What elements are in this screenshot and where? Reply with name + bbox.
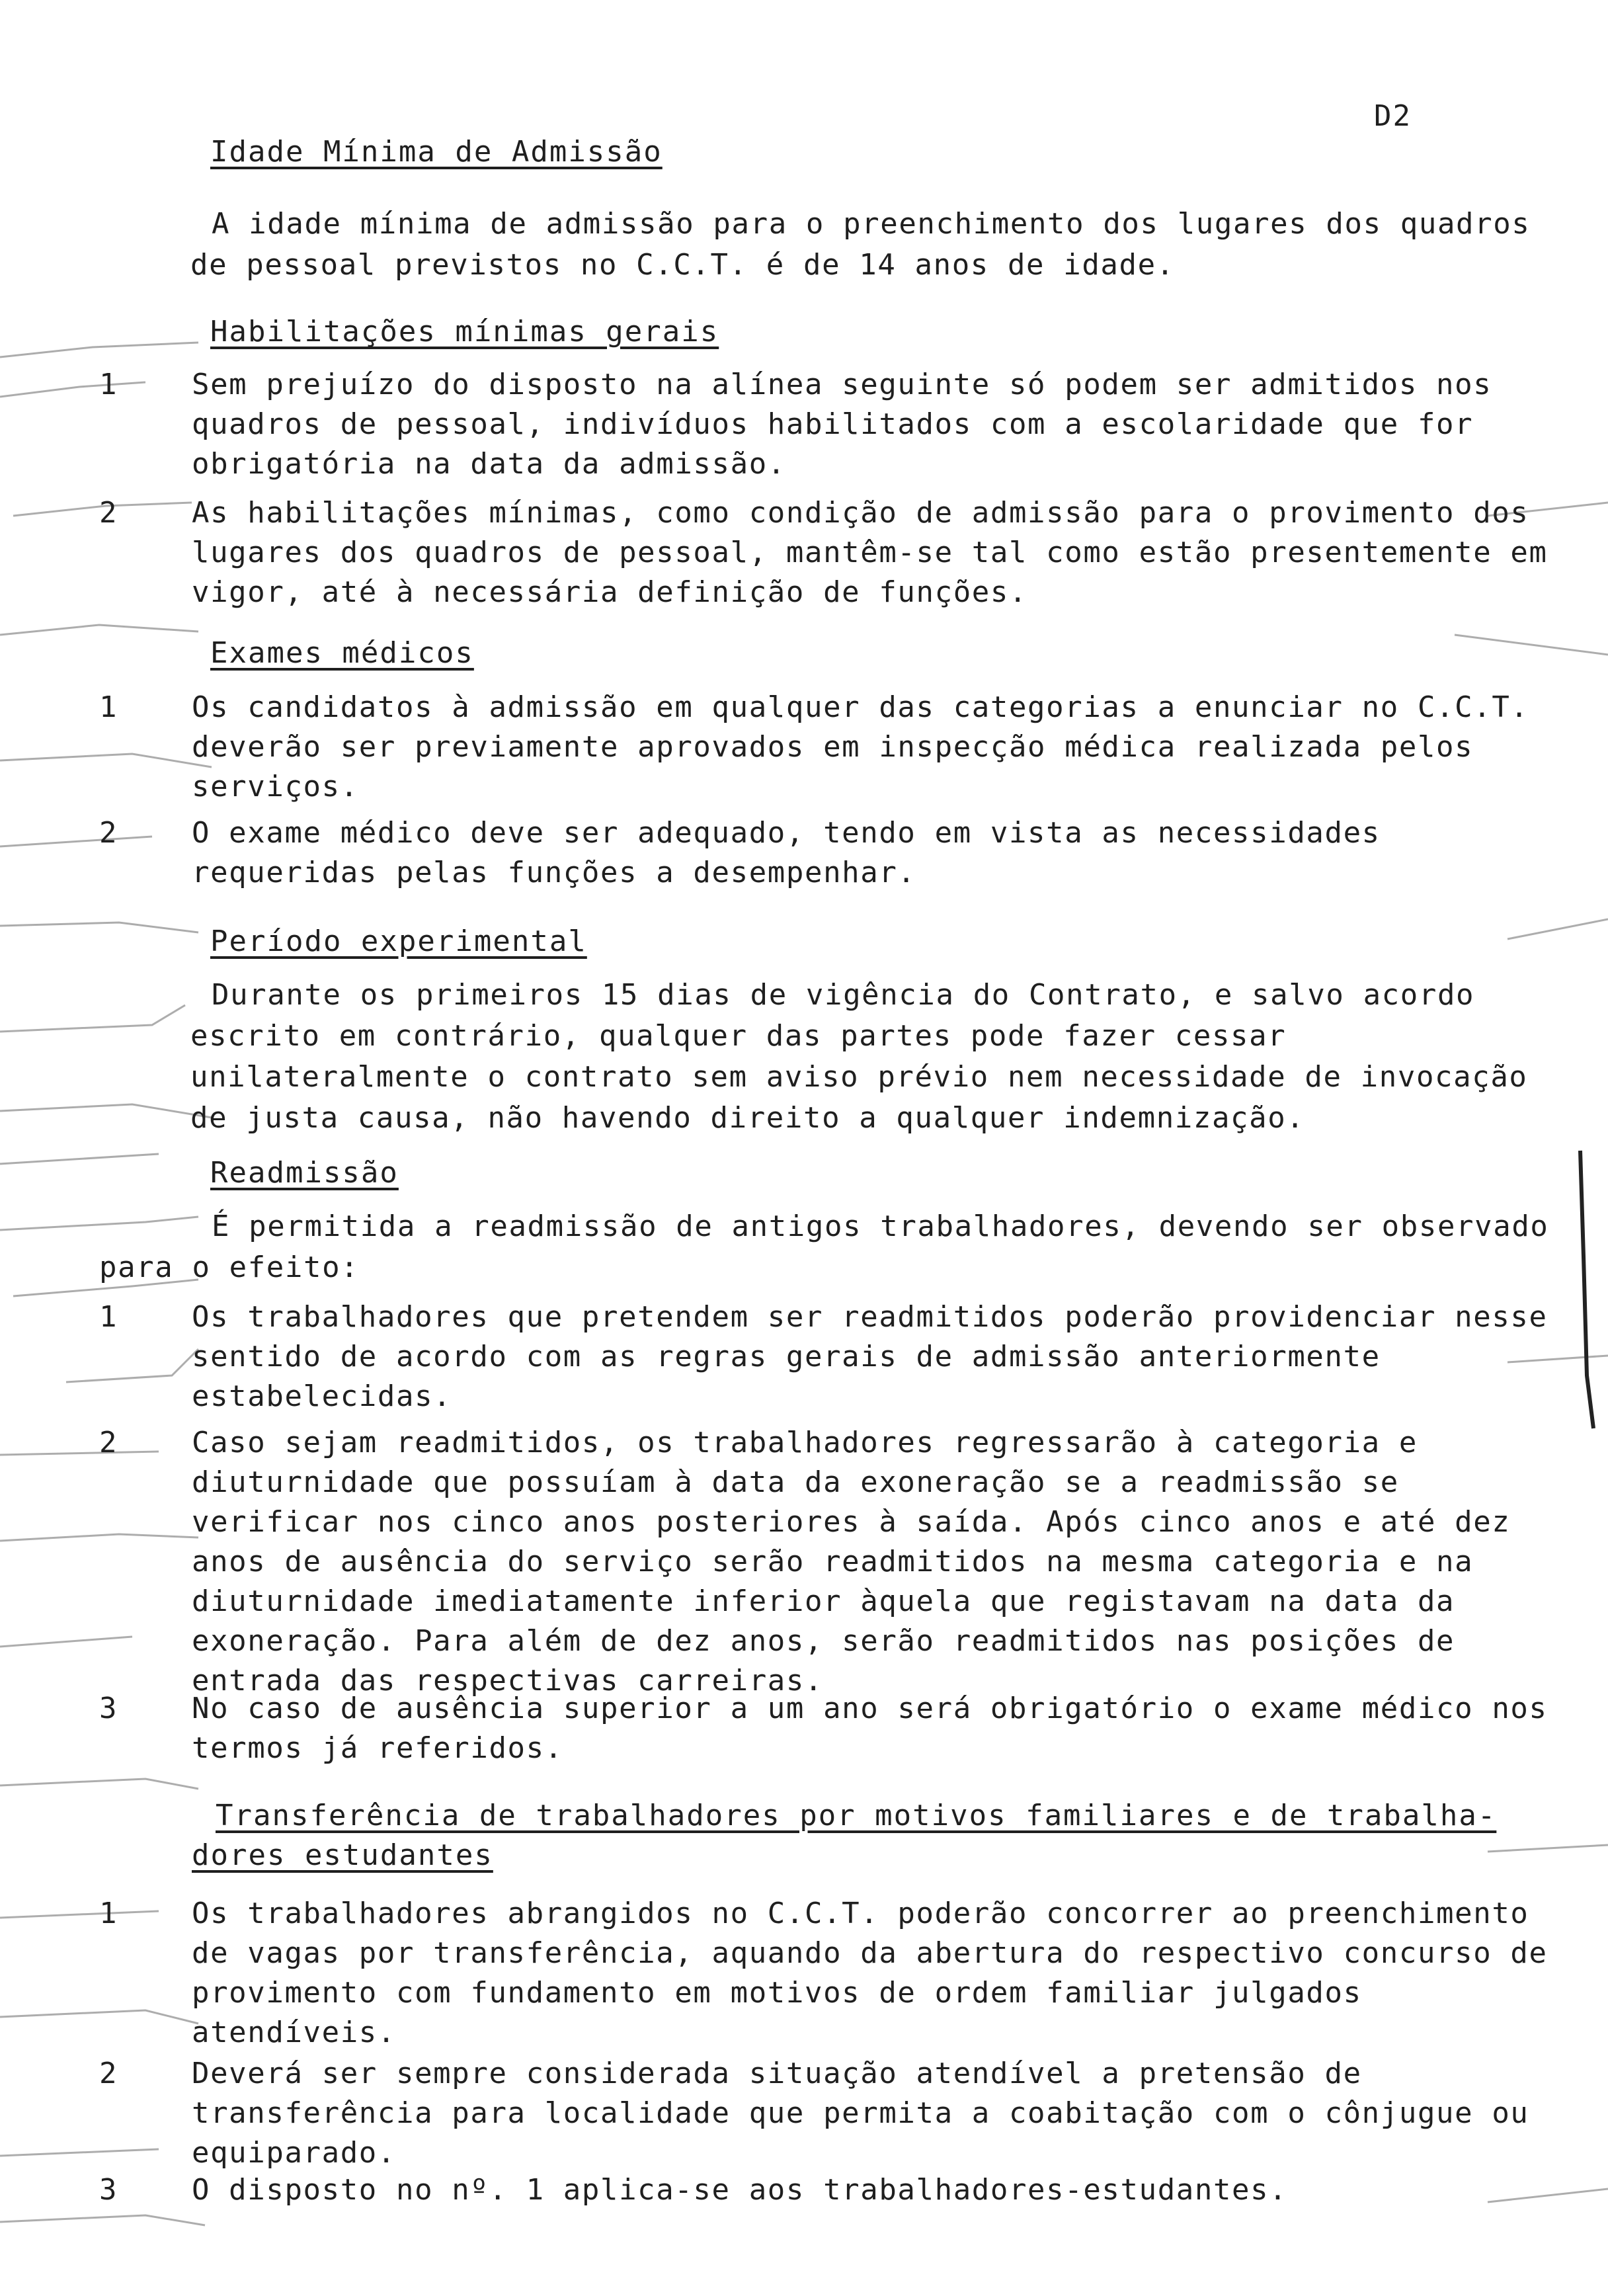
list-item-number: 3 [99, 2173, 118, 2207]
list-item [99, 493, 1560, 612]
list-item-number: 1 [99, 1897, 118, 1930]
list-item-text: As habilitações mínimas, como condição de admissão para o provimento dos lugares dos quadros de pessoal, mantêm-se tal como estão presentemente em vigor, até à necessária definição de funções. [192, 496, 1548, 609]
list-item-text: Os trabalhadores abrangidos no C.C.T. poderão concorrer ao preenchimento de vagas por transferência, aquando da abertura do respectivo concurso de provimento com fundamento em motivos de ordem familiar julgados atendíveis. [192, 1897, 1548, 2049]
list-item-number: 1 [99, 1300, 118, 1334]
section-title-idade-minima: Idade Mínima de Admissão [210, 135, 663, 169]
list-item [99, 1689, 1560, 1768]
section-title-transferencia-line2: dores estudantes [192, 1838, 493, 1872]
list-item-number: 1 [99, 368, 118, 401]
list-item [99, 813, 1560, 893]
list-item-text: Os candidatos à admissão em qualquer das categorias a enunciar no C.C.T. deverão ser previamente aprovados em inspecção médica realizada pelos serviços. [192, 690, 1529, 803]
list-item [99, 688, 1560, 807]
list-item-text: Os trabalhadores que pretendem ser readmitidos poderão providenciar nesse sentido de acordo com as regras gerais de admissão anteriormente estabelecidas. [192, 1300, 1548, 1413]
section-title-readmissao: Readmissão [210, 1156, 399, 1190]
list-item-number: 2 [99, 816, 118, 850]
paragraph-readmissao: É permitida a readmissão de antigos trabalhadores, devendo ser observado para o efeito: [99, 1210, 1549, 1284]
list-item-number: 2 [99, 1426, 118, 1459]
list-item-number: 3 [99, 1692, 118, 1725]
section-title-periodo-experimental: Período experimental [210, 924, 587, 958]
list-item [99, 1894, 1560, 2053]
list-item-text: Sem prejuízo do disposto na alínea seguinte só podem ser admitidos nos quadros de pessoal, indivíduos habilitados com a escolaridade que for obrigatória na data da admissão. [192, 368, 1492, 481]
page-number: D2 [1374, 99, 1412, 133]
list-item [99, 2170, 1560, 2210]
list-item-number: 2 [99, 496, 118, 530]
list-item [99, 1297, 1560, 1416]
paragraph-idade-minima: A idade mínima de admissão para o preenchimento dos lugares dos quadros de pessoal previstos no C.C.T. é de 14 anos de idade. [190, 207, 1531, 282]
list-item-text: O exame médico deve ser adequado, tendo em vista as necessidades requeridas pelas funções a desempenhar. [192, 816, 1381, 889]
list-item [99, 2054, 1560, 2173]
list-item-text: Caso sejam readmitidos, os trabalhadores regressarão à categoria e diuturnidade que possuíam à data da exoneração se a readmissão se verificar nos cinco anos posteriores à saída. Após cinco anos e até dez anos de ausência do serviço serão readmitidos na mesma categoria e na diuturnidade imediatamente inferior àquela que registavam na data da exoneração. Para além de dez anos, serão readmitidos nas posições de entrada das respectivas carreiras. [192, 1426, 1511, 1698]
list-item [99, 365, 1560, 484]
list-item-text: No caso de ausência superior a um ano será obrigatório o exame médico nos termos já referidos. [192, 1692, 1548, 1765]
section-title-exames-medicos: Exames médicos [210, 636, 474, 670]
list-item-text: O disposto no nº. 1 aplica-se aos trabalhadores-estudantes. [192, 2173, 1288, 2207]
list-item-number: 1 [99, 690, 118, 724]
section-title-transferencia-line1: Transferência de trabalhadores por motivos familiares e de trabalha- [216, 1799, 1497, 1832]
paragraph-periodo-experimental: Durante os primeiros 15 dias de vigência do Contrato, e salvo acordo escrito em contrário, qualquer das partes pode fazer cessar unilateralmente o contrato sem aviso prévio nem necessidade de invocação de justa causa, não havendo direito a qualquer indemnização. [190, 978, 1528, 1135]
list-item-text: Deverá ser sempre considerada situação atendível a pretensão de transferência para localidade que permita a coabitação com o cônjugue ou equiparado. [192, 2057, 1529, 2170]
list-item-number: 2 [99, 2057, 118, 2090]
section-title-habilitacoes: Habilitações mínimas gerais [210, 315, 719, 348]
list-item [99, 1423, 1560, 1701]
